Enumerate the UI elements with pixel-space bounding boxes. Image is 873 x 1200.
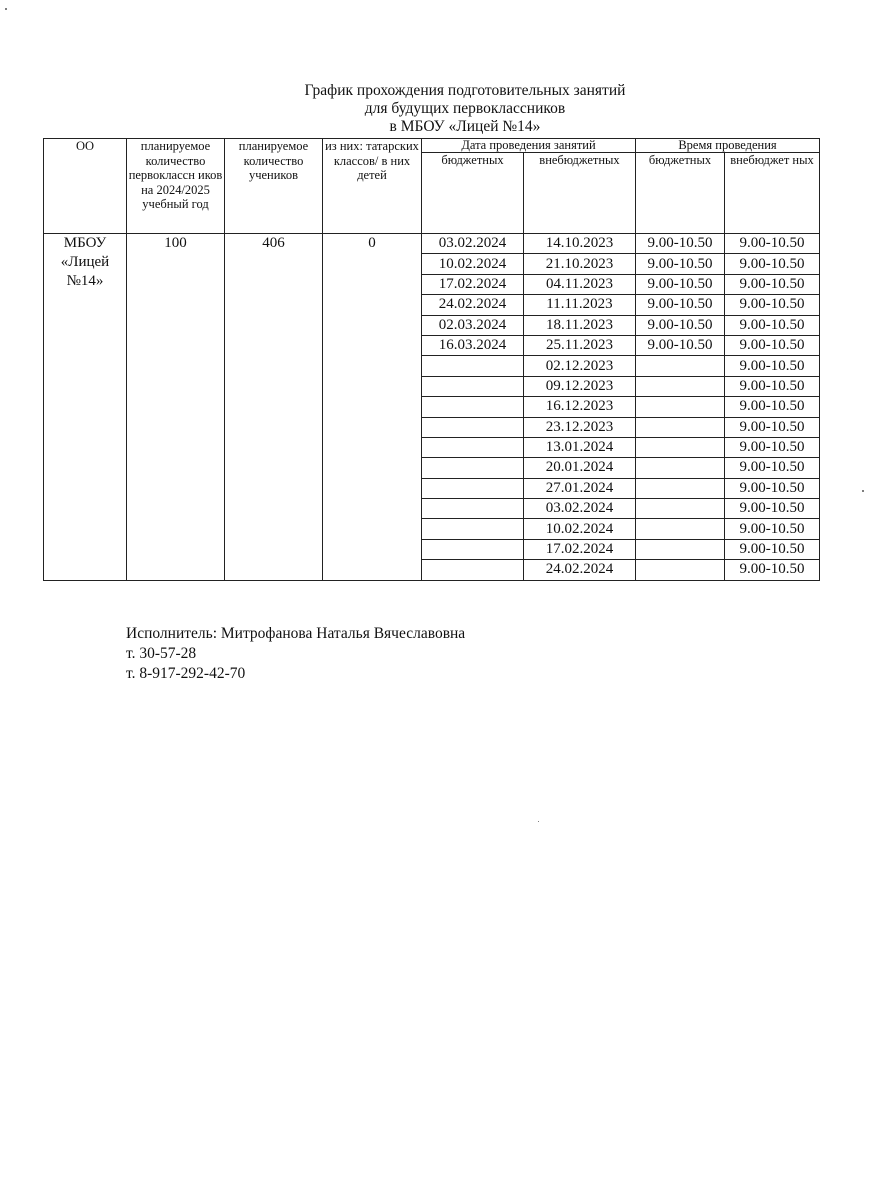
budget-date-cell: 03.02.2024 <box>422 234 524 254</box>
executor-phone-2: т. 8-917-292-42-70 <box>126 665 246 682</box>
budget-date-cell: 16.03.2024 <box>422 335 524 355</box>
header-time-group: Время проведения <box>636 139 820 153</box>
extra-time-cell: 9.00-10.50 <box>725 478 820 498</box>
budget-date-cell <box>422 397 524 417</box>
budget-time-cell <box>636 458 725 478</box>
extra-date-cell: 18.11.2023 <box>524 315 636 335</box>
document-title <box>0 82 873 136</box>
scan-speck <box>862 490 864 492</box>
schedule-table-body <box>44 139 820 581</box>
budget-date-cell <box>422 437 524 457</box>
extra-time-cell: 9.00-10.50 <box>725 376 820 396</box>
budget-date-cell <box>422 519 524 539</box>
extra-time-cell: 9.00-10.50 <box>725 397 820 417</box>
extra-date-cell: 25.11.2023 <box>524 335 636 355</box>
extra-date-cell: 02.12.2023 <box>524 356 636 376</box>
extra-date-cell: 03.02.2024 <box>524 499 636 519</box>
budget-time-cell: 9.00-10.50 <box>636 234 725 254</box>
budget-date-cell <box>422 539 524 559</box>
budget-time-cell <box>636 519 725 539</box>
extra-time-cell: 9.00-10.50 <box>725 499 820 519</box>
table-row <box>44 234 820 254</box>
header-extra-dates: внебюджетных <box>524 153 636 234</box>
title-line-3: в МБОУ «Лицей №14» <box>389 118 541 135</box>
extra-time-cell: 9.00-10.50 <box>725 335 820 355</box>
budget-date-cell: 02.03.2024 <box>422 315 524 335</box>
header-planned-first-graders: планируемое количество первоклассн иков на 2024/2025 учебный год <box>127 139 225 234</box>
header-dates-group: Дата проведения занятий <box>422 139 636 153</box>
extra-date-cell: 16.12.2023 <box>524 397 636 417</box>
extra-time-cell: 9.00-10.50 <box>725 560 820 580</box>
budget-date-cell <box>422 376 524 396</box>
header-row-1 <box>44 139 820 153</box>
budget-date-cell <box>422 458 524 478</box>
budget-time-cell <box>636 499 725 519</box>
header-tatar-classes: из них: татарских классов/ в них детей <box>323 139 422 234</box>
budget-time-cell <box>636 356 725 376</box>
extra-time-cell: 9.00-10.50 <box>725 234 820 254</box>
budget-time-cell: 9.00-10.50 <box>636 254 725 274</box>
extra-time-cell: 9.00-10.50 <box>725 315 820 335</box>
budget-time-cell <box>636 437 725 457</box>
budget-date-cell: 17.02.2024 <box>422 274 524 294</box>
extra-time-cell: 9.00-10.50 <box>725 356 820 376</box>
extra-time-cell: 9.00-10.50 <box>725 295 820 315</box>
header-extra-time: внебюджет ных <box>725 153 820 234</box>
budget-date-cell <box>422 356 524 376</box>
title-line-1: График прохождения подготовительных занятий <box>304 82 626 99</box>
extra-time-cell: 9.00-10.50 <box>725 539 820 559</box>
org-cell: МБОУ «Лицей №14» <box>44 234 127 581</box>
extra-time-cell: 9.00-10.50 <box>725 417 820 437</box>
extra-date-cell: 24.02.2024 <box>524 560 636 580</box>
executor-phone-1: т. 30-57-28 <box>126 645 197 662</box>
tatar-cell: 0 <box>323 234 422 581</box>
budget-date-cell: 24.02.2024 <box>422 295 524 315</box>
extra-time-cell: 9.00-10.50 <box>725 274 820 294</box>
extra-date-cell: 11.11.2023 <box>524 295 636 315</box>
planned-students-cell: 406 <box>225 234 323 581</box>
extra-date-cell: 20.01.2024 <box>524 458 636 478</box>
extra-date-cell: 10.02.2024 <box>524 519 636 539</box>
extra-time-cell: 9.00-10.50 <box>725 458 820 478</box>
budget-time-cell: 9.00-10.50 <box>636 315 725 335</box>
executor-name: Исполнитель: Митрофанова Наталья Вячеславовна <box>126 625 466 642</box>
planned-first-cell: 100 <box>127 234 225 581</box>
header-budget-dates: бюджетных <box>422 153 524 234</box>
extra-time-cell: 9.00-10.50 <box>725 254 820 274</box>
extra-date-cell: 27.01.2024 <box>524 478 636 498</box>
extra-date-cell: 04.11.2023 <box>524 274 636 294</box>
budget-time-cell <box>636 397 725 417</box>
schedule-table <box>43 138 820 581</box>
executor-block <box>126 624 465 684</box>
extra-time-cell: 9.00-10.50 <box>725 519 820 539</box>
header-budget-time: бюджетных <box>636 153 725 234</box>
budget-date-cell <box>422 478 524 498</box>
scan-speck <box>538 821 539 822</box>
budget-date-cell <box>422 560 524 580</box>
budget-date-cell: 10.02.2024 <box>422 254 524 274</box>
budget-time-cell: 9.00-10.50 <box>636 335 725 355</box>
budget-time-cell <box>636 478 725 498</box>
header-planned-students: планируемое количество учеников <box>225 139 323 234</box>
budget-date-cell <box>422 417 524 437</box>
title-line-2: для будущих первоклассников <box>364 100 566 117</box>
budget-date-cell <box>422 499 524 519</box>
extra-date-cell: 09.12.2023 <box>524 376 636 396</box>
extra-date-cell: 13.01.2024 <box>524 437 636 457</box>
extra-date-cell: 23.12.2023 <box>524 417 636 437</box>
budget-time-cell <box>636 417 725 437</box>
header-oo: ОО <box>44 139 127 234</box>
budget-time-cell: 9.00-10.50 <box>636 295 725 315</box>
scan-speck <box>5 8 7 10</box>
budget-time-cell: 9.00-10.50 <box>636 274 725 294</box>
extra-time-cell: 9.00-10.50 <box>725 437 820 457</box>
budget-time-cell <box>636 376 725 396</box>
extra-date-cell: 21.10.2023 <box>524 254 636 274</box>
extra-date-cell: 17.02.2024 <box>524 539 636 559</box>
extra-date-cell: 14.10.2023 <box>524 234 636 254</box>
budget-time-cell <box>636 539 725 559</box>
budget-time-cell <box>636 560 725 580</box>
